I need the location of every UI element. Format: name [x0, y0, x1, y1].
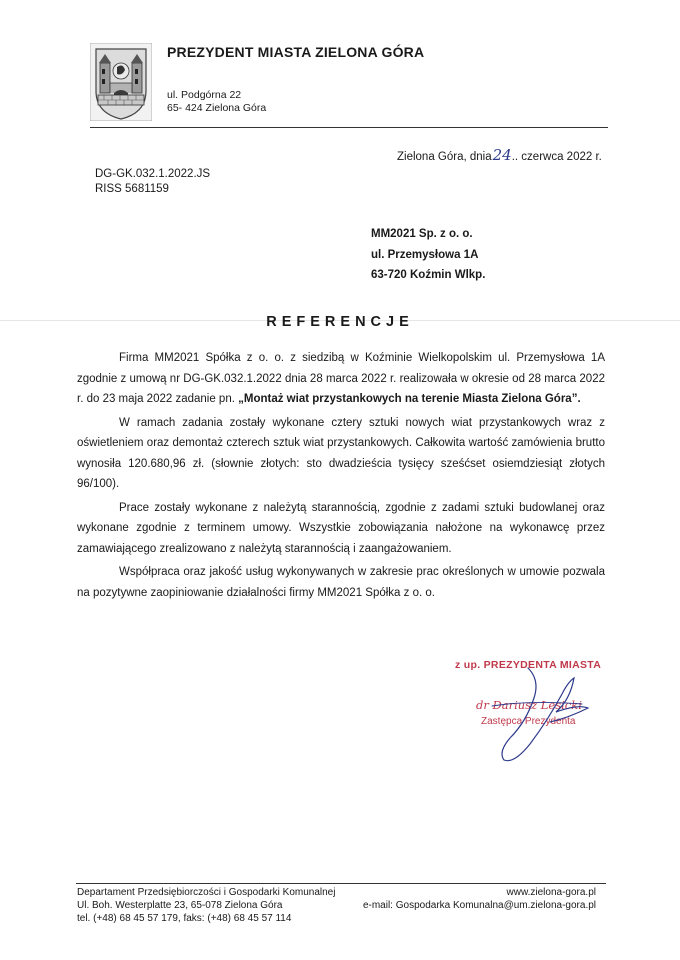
- footer-phone: tel. (+48) 68 45 57 179, faks: (+48) 68 45 57 114: [77, 913, 292, 924]
- date-suffix: .. czerwca 2022 r.: [511, 151, 602, 163]
- footer-divider: [76, 883, 606, 884]
- case-sign: DG-GK.032.1.2022.JS: [95, 168, 211, 180]
- stamp-authority: z up. PREZYDENTA MIASTA: [455, 659, 602, 671]
- date-day-handwritten: 24: [492, 146, 512, 164]
- header-divider: [90, 127, 608, 128]
- stamp-signatory-name: dr Dariusz Lesicki: [476, 698, 582, 712]
- city-coat-of-arms-icon: [90, 43, 152, 121]
- riss-number: RISS 5681159: [95, 183, 169, 195]
- stamp-signatory-role: Zastępca Prezydenta: [481, 716, 576, 727]
- body-paragraph-1: [77, 348, 605, 410]
- addressee-street: ul. Przemysłowa 1A: [371, 248, 479, 261]
- letter-title: REFERENCJE: [266, 314, 414, 330]
- office-postal-city: 65- 424 Zielona Góra: [167, 102, 267, 114]
- letter-body: [77, 348, 605, 606]
- footer-website: www.zielona-gora.pl: [506, 887, 596, 898]
- body-paragraph-2: W ramach zadania zostały wykonane cztery sztuki nowych wiat przystankowych wraz z oświetleniem oraz demontaż czterech sztuk wiat przystankowych. Całkowita wartość zamówienia brutto wynosiła 120.680,96 zł. (słownie złotych: sto dwadzieścia tysięcy sześćset osiemdziesiąt złotych 96/100).: [77, 416, 605, 490]
- footer-address: Ul. Boh. Westerplatte 23, 65-078 Zielona Góra: [77, 900, 283, 911]
- addressee-company: MM2021 Sp. z o. o.: [371, 228, 473, 240]
- footer-department: Departament Przedsiębiorczości i Gospodarki Komunalnej: [77, 887, 336, 898]
- body-paragraph-4: Współpraca oraz jakość usług wykonywanych w zakresie prac określonych w umowie pozwala na pozytywne zaopiniowanie działalności firmy MM2021 Spółka z o. o.: [77, 566, 605, 599]
- handwritten-signature-icon: [470, 660, 610, 770]
- body-paragraph-1-text: Firma MM2021 Spółka z o. o. z siedzibą w Koźminie Wielkopolskim ul. Przemysłowa 1A zgodnie z umową nr DG-GK.032.1.2022 dnia 28 marca 2022 r. realizowała w okresie od 28 marca 2022 r. do 23 maja 2022 zadanie pn.: [77, 352, 605, 405]
- addressee-block: [371, 224, 485, 286]
- office-street: ul. Podgórna 22: [167, 89, 242, 101]
- footer-email: e-mail: Gospodarka Komunalna@um.zielona-gora.pl: [362, 900, 596, 911]
- reference-block: [95, 167, 210, 197]
- letter-date: [397, 146, 602, 164]
- body-paragraph-3: Prace zostały wykonane z należytą starannością, zgodnie z zadami sztuki budowlanej oraz wykonane zgodnie z terminem umowy. Wszystkie zobowiązania nałożone na wykonawcę przez zamawiającego zrealizowano z należytą starannością i zaangażowaniem.: [77, 501, 605, 555]
- addressee-city: 63-720 Koźmin Wlkp.: [371, 269, 486, 281]
- task-name: „Montaż wiat przystankowych na terenie Miasta Zielona Góra”.: [238, 393, 581, 405]
- date-prefix: Zielona Góra, dnia: [397, 151, 492, 163]
- office-name: PREZYDENT MIASTA ZIELONA GÓRA: [167, 44, 425, 60]
